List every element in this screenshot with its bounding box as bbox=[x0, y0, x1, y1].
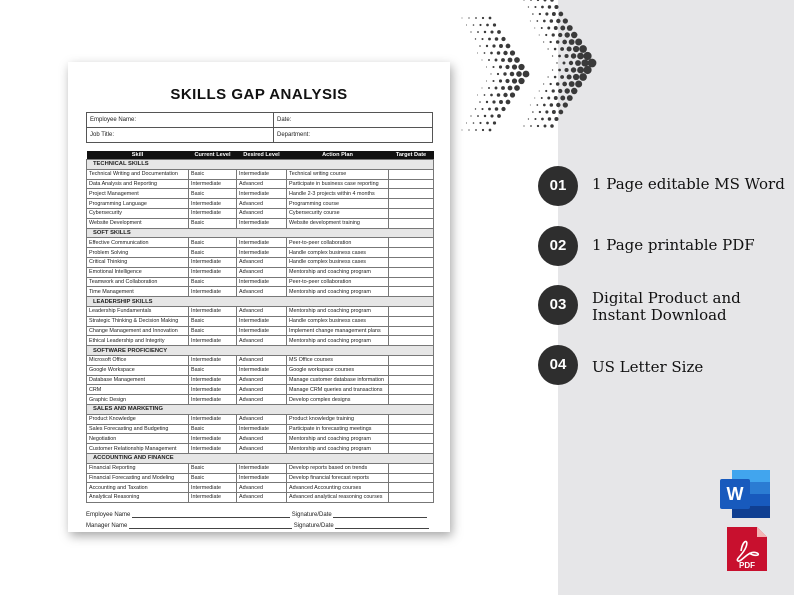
table-cell[interactable]: Effective Communication bbox=[87, 238, 189, 248]
table-cell[interactable]: Basic bbox=[189, 189, 237, 199]
table-cell[interactable] bbox=[389, 365, 434, 375]
table-cell[interactable]: Intermediate bbox=[237, 189, 287, 199]
table-cell[interactable]: Technical Writing and Documentation bbox=[87, 169, 189, 179]
table-cell[interactable]: Negotiation bbox=[87, 434, 189, 444]
section-title: SALES AND MARKETING bbox=[87, 404, 434, 414]
table-row bbox=[87, 257, 434, 267]
section-header-row bbox=[87, 228, 434, 238]
table-cell[interactable] bbox=[389, 199, 434, 209]
table-cell[interactable]: Advanced bbox=[237, 444, 287, 454]
table-cell[interactable]: Basic bbox=[189, 218, 237, 228]
table-cell[interactable] bbox=[389, 395, 434, 405]
table-cell[interactable]: Handle complex business cases bbox=[287, 248, 389, 258]
table-cell[interactable]: Implement change management plans bbox=[287, 326, 389, 336]
table-cell[interactable]: Mentorship and coaching program bbox=[287, 267, 389, 277]
table-cell[interactable]: Intermediate bbox=[237, 365, 287, 375]
table-row bbox=[87, 306, 434, 316]
table-cell[interactable]: Intermediate bbox=[189, 395, 237, 405]
table-row bbox=[87, 493, 434, 503]
table-row bbox=[87, 179, 434, 189]
table-cell[interactable]: Customer Relationship Management bbox=[87, 444, 189, 454]
table-cell[interactable]: Google Workspace bbox=[87, 365, 189, 375]
table-cell[interactable]: Intermediate bbox=[237, 238, 287, 248]
table-row bbox=[87, 414, 434, 424]
table-cell[interactable]: Programming course bbox=[287, 199, 389, 209]
microsoft-word-icon bbox=[720, 470, 770, 518]
table-cell[interactable]: Website Development bbox=[87, 218, 189, 228]
table-cell[interactable]: Intermediate bbox=[189, 287, 237, 297]
table-cell[interactable]: Basic bbox=[189, 316, 237, 326]
feature-item-2 bbox=[538, 226, 788, 266]
table-row bbox=[87, 218, 434, 228]
table-row bbox=[87, 238, 434, 248]
table-row bbox=[87, 208, 434, 218]
section-title: TECHNICAL SKILLS bbox=[87, 160, 434, 170]
table-cell[interactable]: CRM bbox=[87, 385, 189, 395]
skills-table-header bbox=[87, 151, 434, 160]
table-row bbox=[87, 277, 434, 287]
decorative-dot-arrows bbox=[440, 0, 610, 140]
table-cell[interactable]: Advanced bbox=[237, 434, 287, 444]
table-cell[interactable]: Intermediate bbox=[237, 424, 287, 434]
table-cell[interactable] bbox=[389, 316, 434, 326]
table-cell[interactable] bbox=[389, 336, 434, 346]
table-cell[interactable]: Mentorship and coaching program bbox=[287, 336, 389, 346]
table-row bbox=[87, 385, 434, 395]
table-row bbox=[87, 267, 434, 277]
table-cell[interactable]: Programming Language bbox=[87, 199, 189, 209]
table-cell[interactable]: Peer-to-peer collaboration bbox=[287, 238, 389, 248]
table-row bbox=[87, 444, 434, 454]
table-row bbox=[87, 355, 434, 365]
manager-name-line[interactable] bbox=[129, 522, 292, 529]
column-header: Action Plan bbox=[287, 151, 389, 160]
table-cell[interactable] bbox=[389, 267, 434, 277]
pdf-file-icon bbox=[727, 527, 767, 571]
table-cell[interactable]: Basic bbox=[189, 248, 237, 258]
feature-text: 1 Page printable PDF bbox=[592, 236, 755, 254]
table-cell[interactable] bbox=[389, 473, 434, 483]
document-preview bbox=[68, 62, 450, 532]
manager-signature-row bbox=[86, 522, 433, 529]
table-cell[interactable]: Intermediate bbox=[189, 483, 237, 493]
table-cell[interactable] bbox=[389, 179, 434, 189]
section-title: SOFTWARE PROFICIENCY bbox=[87, 346, 434, 356]
table-cell[interactable] bbox=[389, 355, 434, 365]
column-header: Desired Level bbox=[237, 151, 287, 160]
section-header-row bbox=[87, 346, 434, 356]
table-cell[interactable]: Advanced bbox=[237, 179, 287, 189]
table-row bbox=[87, 434, 434, 444]
table-cell[interactable]: Change Management and Innovation bbox=[87, 326, 189, 336]
table-cell[interactable]: Manage customer database information bbox=[287, 375, 389, 385]
table-row bbox=[87, 424, 434, 434]
table-cell[interactable] bbox=[389, 414, 434, 424]
section-title: SOFT SKILLS bbox=[87, 228, 434, 238]
table-cell[interactable]: Intermediate bbox=[189, 199, 237, 209]
table-cell[interactable]: Intermediate bbox=[189, 444, 237, 454]
section-title: ACCOUNTING AND FINANCE bbox=[87, 453, 434, 463]
table-cell[interactable]: Database Management bbox=[87, 375, 189, 385]
table-row bbox=[87, 483, 434, 493]
table-cell[interactable]: Basic bbox=[189, 473, 237, 483]
employee-name-label: Employee Name bbox=[86, 512, 131, 518]
feature-item-3 bbox=[538, 285, 788, 325]
table-cell[interactable]: Intermediate bbox=[189, 267, 237, 277]
table-cell[interactable]: Intermediate bbox=[189, 414, 237, 424]
table-cell[interactable]: Technical writing course bbox=[287, 169, 389, 179]
section-title: LEADERSHIP SKILLS bbox=[87, 297, 434, 307]
table-cell[interactable]: Basic bbox=[189, 326, 237, 336]
table-cell[interactable]: Cybersecurity course bbox=[287, 208, 389, 218]
table-cell[interactable]: Mentorship and coaching program bbox=[287, 434, 389, 444]
table-cell[interactable]: Basic bbox=[189, 169, 237, 179]
table-row bbox=[87, 316, 434, 326]
table-cell[interactable] bbox=[389, 483, 434, 493]
table-row bbox=[87, 395, 434, 405]
table-cell[interactable]: Mentorship and coaching program bbox=[287, 306, 389, 316]
table-row bbox=[87, 326, 434, 336]
table-cell[interactable] bbox=[389, 326, 434, 336]
table-cell[interactable]: Basic bbox=[189, 463, 237, 473]
section-header-row bbox=[87, 297, 434, 307]
skills-table bbox=[86, 151, 434, 503]
table-cell[interactable]: Advanced bbox=[237, 375, 287, 385]
table-cell[interactable] bbox=[389, 238, 434, 248]
table-cell[interactable]: Develop financial forecast reports bbox=[287, 473, 389, 483]
table-cell[interactable]: Advanced Accounting courses bbox=[287, 483, 389, 493]
table-cell[interactable]: Peer-to-peer collaboration bbox=[287, 277, 389, 287]
table-cell[interactable]: Ethical Leadership and Integrity bbox=[87, 336, 189, 346]
table-cell[interactable]: Intermediate bbox=[237, 277, 287, 287]
table-cell[interactable]: Intermediate bbox=[189, 336, 237, 346]
table-cell[interactable]: Financial Forecasting and Modeling bbox=[87, 473, 189, 483]
table-cell[interactable] bbox=[389, 248, 434, 258]
section-header-row bbox=[87, 404, 434, 414]
table-row bbox=[87, 365, 434, 375]
employee-signature-label: Signature/Date bbox=[291, 512, 332, 518]
table-cell[interactable] bbox=[389, 189, 434, 199]
table-cell[interactable]: Intermediate bbox=[189, 375, 237, 385]
table-cell[interactable]: Manage CRM queries and transactions bbox=[287, 385, 389, 395]
table-cell[interactable] bbox=[389, 218, 434, 228]
table-cell[interactable]: Mentorship and coaching program bbox=[287, 287, 389, 297]
table-cell[interactable]: Intermediate bbox=[189, 208, 237, 218]
table-cell[interactable] bbox=[389, 287, 434, 297]
table-cell[interactable] bbox=[389, 257, 434, 267]
table-cell[interactable]: Advanced bbox=[237, 385, 287, 395]
table-cell[interactable] bbox=[389, 463, 434, 473]
table-cell[interactable] bbox=[389, 493, 434, 503]
table-cell[interactable]: Intermediate bbox=[189, 355, 237, 365]
table-cell[interactable] bbox=[389, 169, 434, 179]
table-cell[interactable] bbox=[389, 277, 434, 287]
feature-text: Digital Product and Instant Download bbox=[592, 289, 741, 324]
feature-number-badge: 03 bbox=[538, 285, 578, 325]
table-cell[interactable]: Critical Thinking bbox=[87, 257, 189, 267]
table-cell[interactable]: Data Analysis and Reporting bbox=[87, 179, 189, 189]
table-cell[interactable]: Intermediate bbox=[237, 218, 287, 228]
feature-number-badge: 02 bbox=[538, 226, 578, 266]
column-header: Current Level bbox=[189, 151, 237, 160]
table-cell[interactable]: Teamwork and Collaboration bbox=[87, 277, 189, 287]
feature-number-badge: 01 bbox=[538, 166, 578, 206]
column-header: Skill bbox=[87, 151, 189, 160]
table-cell[interactable]: Cybersecurity bbox=[87, 208, 189, 218]
table-cell[interactable]: Problem Solving bbox=[87, 248, 189, 258]
table-row bbox=[87, 375, 434, 385]
table-cell[interactable]: Advanced bbox=[237, 483, 287, 493]
table-cell[interactable]: Intermediate bbox=[237, 326, 287, 336]
table-cell[interactable]: Leadership Fundamentals bbox=[87, 306, 189, 316]
table-row bbox=[87, 287, 434, 297]
table-cell[interactable]: Mentorship and coaching program bbox=[287, 444, 389, 454]
section-header-row bbox=[87, 453, 434, 463]
table-cell[interactable] bbox=[389, 434, 434, 444]
table-row bbox=[87, 248, 434, 258]
table-cell[interactable]: Sales Forecasting and Budgeting bbox=[87, 424, 189, 434]
table-cell[interactable] bbox=[389, 444, 434, 454]
feature-item-4 bbox=[538, 345, 788, 385]
table-cell[interactable]: Handle complex business cases bbox=[287, 257, 389, 267]
date-field[interactable]: Date: bbox=[274, 113, 433, 128]
feature-text: US Letter Size bbox=[592, 358, 704, 376]
manager-signature-line[interactable] bbox=[335, 522, 429, 529]
table-cell[interactable]: Intermediate bbox=[189, 306, 237, 316]
table-cell[interactable]: Advanced bbox=[237, 199, 287, 209]
table-cell[interactable]: Microsoft Office bbox=[87, 355, 189, 365]
job-title-field[interactable]: Job Title: bbox=[87, 128, 274, 143]
table-cell[interactable] bbox=[389, 375, 434, 385]
table-cell[interactable]: Develop complex designs bbox=[287, 395, 389, 405]
table-cell[interactable]: Advanced bbox=[237, 395, 287, 405]
pdf-icon-label: PDF bbox=[739, 561, 755, 570]
table-row bbox=[87, 336, 434, 346]
table-cell[interactable] bbox=[389, 424, 434, 434]
table-cell[interactable]: Intermediate bbox=[189, 493, 237, 503]
employee-info-table bbox=[86, 112, 433, 143]
table-cell[interactable]: Participate in forecasting meetings bbox=[287, 424, 389, 434]
table-cell[interactable]: Intermediate bbox=[237, 463, 287, 473]
table-cell[interactable]: Product Knowledge bbox=[87, 414, 189, 424]
employee-name-field[interactable]: Employee Name: bbox=[87, 113, 274, 128]
table-cell[interactable]: Advanced bbox=[237, 287, 287, 297]
table-cell[interactable]: Intermediate bbox=[189, 434, 237, 444]
table-cell[interactable]: Basic bbox=[189, 424, 237, 434]
table-cell[interactable]: Develop reports based on trends bbox=[287, 463, 389, 473]
table-cell[interactable]: Intermediate bbox=[189, 385, 237, 395]
table-cell[interactable]: Advanced bbox=[237, 414, 287, 424]
table-cell[interactable]: Emotional Intelligence bbox=[87, 267, 189, 277]
department-field[interactable]: Department: bbox=[274, 128, 433, 143]
manager-signature-label: Signature/Date bbox=[293, 523, 334, 529]
table-cell[interactable]: Intermediate bbox=[237, 248, 287, 258]
section-header-row bbox=[87, 160, 434, 170]
table-cell[interactable]: Google workspace courses bbox=[287, 365, 389, 375]
table-cell[interactable]: Project Management bbox=[87, 189, 189, 199]
word-icon-letter: W bbox=[726, 484, 744, 504]
table-cell[interactable]: Handle complex business cases bbox=[287, 316, 389, 326]
table-cell[interactable]: Basic bbox=[189, 238, 237, 248]
table-cell[interactable]: Advanced bbox=[237, 306, 287, 316]
table-cell[interactable]: Advanced bbox=[237, 355, 287, 365]
table-cell[interactable]: Intermediate bbox=[189, 179, 237, 189]
table-cell[interactable]: Advanced bbox=[237, 493, 287, 503]
table-cell[interactable]: Strategic Thinking & Decision Making bbox=[87, 316, 189, 326]
employee-name-line[interactable] bbox=[132, 511, 290, 518]
feature-item-1 bbox=[538, 166, 788, 206]
column-header: Target Date bbox=[389, 151, 434, 160]
employee-signature-row bbox=[86, 511, 433, 518]
table-cell[interactable]: Participate in business case reporting bbox=[287, 179, 389, 189]
table-cell[interactable]: Website development training bbox=[287, 218, 389, 228]
table-row bbox=[87, 463, 434, 473]
table-cell[interactable]: Advanced bbox=[237, 208, 287, 218]
employee-signature-line[interactable] bbox=[333, 511, 427, 518]
table-cell[interactable]: Accounting and Taxation bbox=[87, 483, 189, 493]
table-cell[interactable]: Advanced bbox=[237, 267, 287, 277]
table-cell[interactable]: Intermediate bbox=[237, 473, 287, 483]
table-cell[interactable]: Advanced analytical reasoning courses bbox=[287, 493, 389, 503]
table-cell[interactable]: Intermediate bbox=[189, 257, 237, 267]
manager-name-label: Manager Name bbox=[86, 523, 128, 529]
table-cell[interactable]: Financial Reporting bbox=[87, 463, 189, 473]
table-cell[interactable]: MS Office courses bbox=[287, 355, 389, 365]
table-cell[interactable]: Analytical Reasoning bbox=[87, 493, 189, 503]
table-cell[interactable]: Basic bbox=[189, 277, 237, 287]
table-cell[interactable]: Advanced bbox=[237, 257, 287, 267]
table-cell[interactable] bbox=[389, 385, 434, 395]
table-cell[interactable]: Intermediate bbox=[237, 316, 287, 326]
table-cell[interactable] bbox=[389, 208, 434, 218]
feature-number-badge: 04 bbox=[538, 345, 578, 385]
table-cell[interactable]: Basic bbox=[189, 365, 237, 375]
table-row bbox=[87, 199, 434, 209]
table-cell[interactable]: Product knowledge training bbox=[287, 414, 389, 424]
table-cell[interactable]: Handle 2-3 projects within 4 months bbox=[287, 189, 389, 199]
document-title: SKILLS GAP ANALYSIS bbox=[170, 86, 348, 103]
table-row bbox=[87, 169, 434, 179]
table-cell[interactable] bbox=[389, 306, 434, 316]
table-cell[interactable]: Graphic Design bbox=[87, 395, 189, 405]
table-cell[interactable]: Intermediate bbox=[237, 169, 287, 179]
table-row bbox=[87, 473, 434, 483]
feature-text: 1 Page editable MS Word bbox=[592, 175, 785, 193]
table-row bbox=[87, 189, 434, 199]
table-cell[interactable]: Advanced bbox=[237, 336, 287, 346]
table-cell[interactable]: Time Management bbox=[87, 287, 189, 297]
